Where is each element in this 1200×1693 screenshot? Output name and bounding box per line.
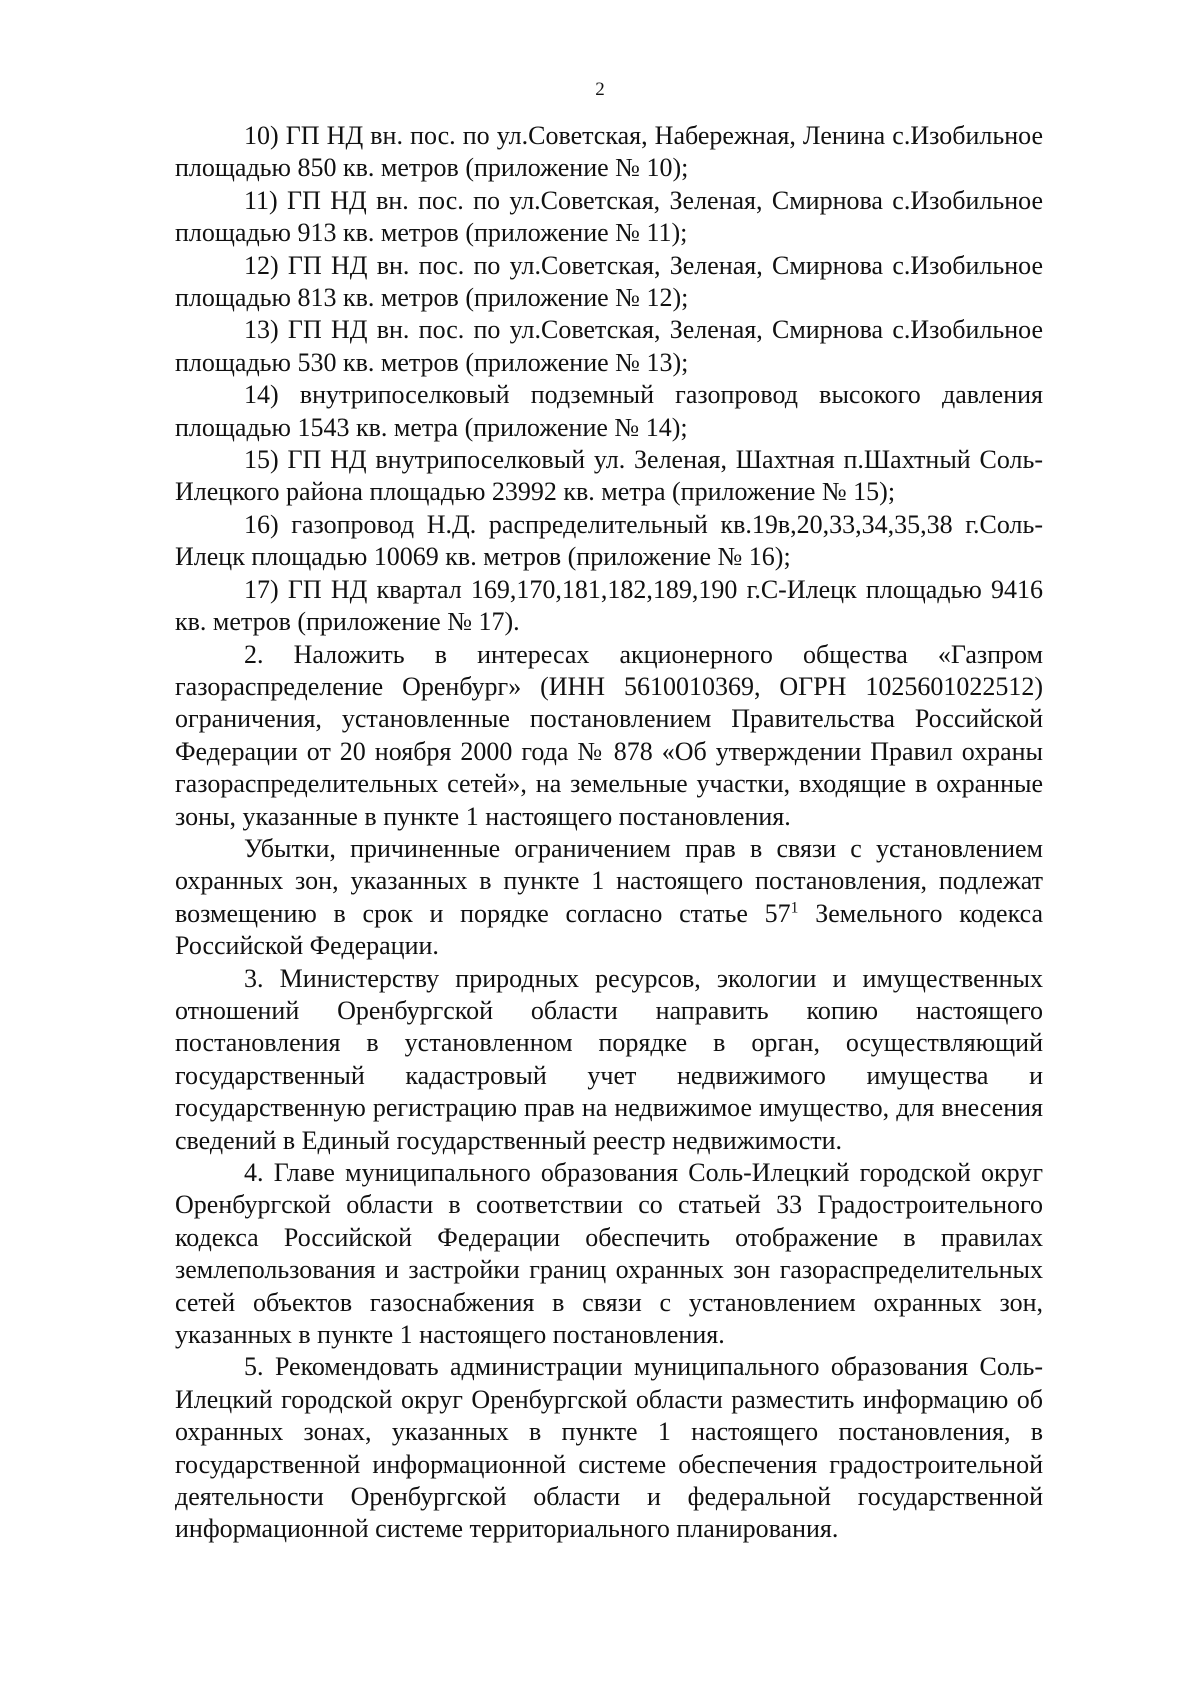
document-body — [175, 120, 1043, 1546]
losses-text-before: Убытки, причиненные ограничением прав в связи с установлением охранных зон, указанных в пункте 1 настоящего постановления, подлежат возмещению в срок и порядке согласно статье 57 — [175, 833, 1043, 928]
clause-2: 2. Наложить в интересах акционерного общества «Газпром газораспределение Оренбург» (ИНН 5610010369, ОГРН 1025601022512) ограничения, установленные постановлением Правительства Российской Федерации от 20 ноября 2000 года № 878 «Об утверждении Правил охраны газораспределительных сетей», на земельные участки, входящие в охранные зоны, указанные в пункте 1 настоящего постановления. — [175, 639, 1043, 831]
list-item-16: 16) газопровод Н.Д. распределительный кв.19в,20,33,34,35,38 г.Соль-Илецк площадью 10069 кв. метров (приложение № 16); — [175, 509, 1043, 572]
article-superscript: 1 — [790, 899, 799, 917]
losses-paragraph — [175, 833, 1043, 963]
list-item-13: 13) ГП НД вн. пос. по ул.Советская, Зеленая, Смирнова с.Изобильное площадью 530 кв. метров (приложение № 13); — [175, 315, 1043, 377]
list-item-12: 12) ГП НД вн. пос. по ул.Советская, Зеленая, Смирнова с.Изобильное площадью 813 кв. метров (приложение № 12); — [175, 250, 1043, 313]
list-item-17: 17) ГП НД квартал 169,170,181,182,189,190 г.С-Илецк площадью 9416 кв. метров (приложение № 17). — [175, 574, 1043, 637]
list-item-11: 11) ГП НД вн. пос. по ул.Советская, Зеленая, Смирнова с.Изобильное площадью 913 кв. метров (приложение № 11); — [175, 185, 1043, 248]
list-item-10: 10) ГП НД вн. пос. по ул.Советская, Набережная, Ленина с.Изобильное площадью 850 кв. метров (приложение № 10); — [175, 121, 1043, 183]
page-number: 2 — [595, 79, 605, 100]
list-item-15: 15) ГП НД внутрипоселковый ул. Зеленая, Шахтная п.Шахтный Соль-Илецкого района площадью 23992 кв. метра (приложение № 15); — [175, 445, 1043, 507]
losses-text-after: Земельного кодекса Российской Федерации. — [175, 898, 1043, 961]
clause-3: 3. Министерству природных ресурсов, экологии и имущественных отношений Оренбургской области направить копию настоящего постановления в установленном порядке в орган, осуществляющий государственный кадастровый учет недвижимого имущества и государственную регистрацию прав на недвижимое имущество, для внесения сведений в Единый государственный реестр недвижимости. — [175, 963, 1043, 1155]
clause-4: 4. Главе муниципального образования Соль-Илецкий городской округ Оренбургской области в соответствии со статьей 33 Градостроительного кодекса Российской Федерации обеспечить отображение в правилах землепользования и застройки границ охранных зон газораспределительных сетей объектов газоснабжения в связи с установлением охранных зон, указанных в пункте 1 настоящего постановления. — [175, 1158, 1043, 1350]
clause-5: 5. Рекомендовать администрации муниципального образования Соль-Илецкий городской округ Оренбургской области разместить информацию об охранных зонах, указанных в пункте 1 настоящего постановления, в государственной информационной системе обеспечения градостроительной деятельности Оренбургской области и федеральной государственной информационной системе территориального планирования. — [175, 1352, 1043, 1544]
list-item-14: 14) внутрипоселковый подземный газопровод высокого давления площадью 1543 кв. метра (приложение № 14); — [175, 380, 1043, 442]
